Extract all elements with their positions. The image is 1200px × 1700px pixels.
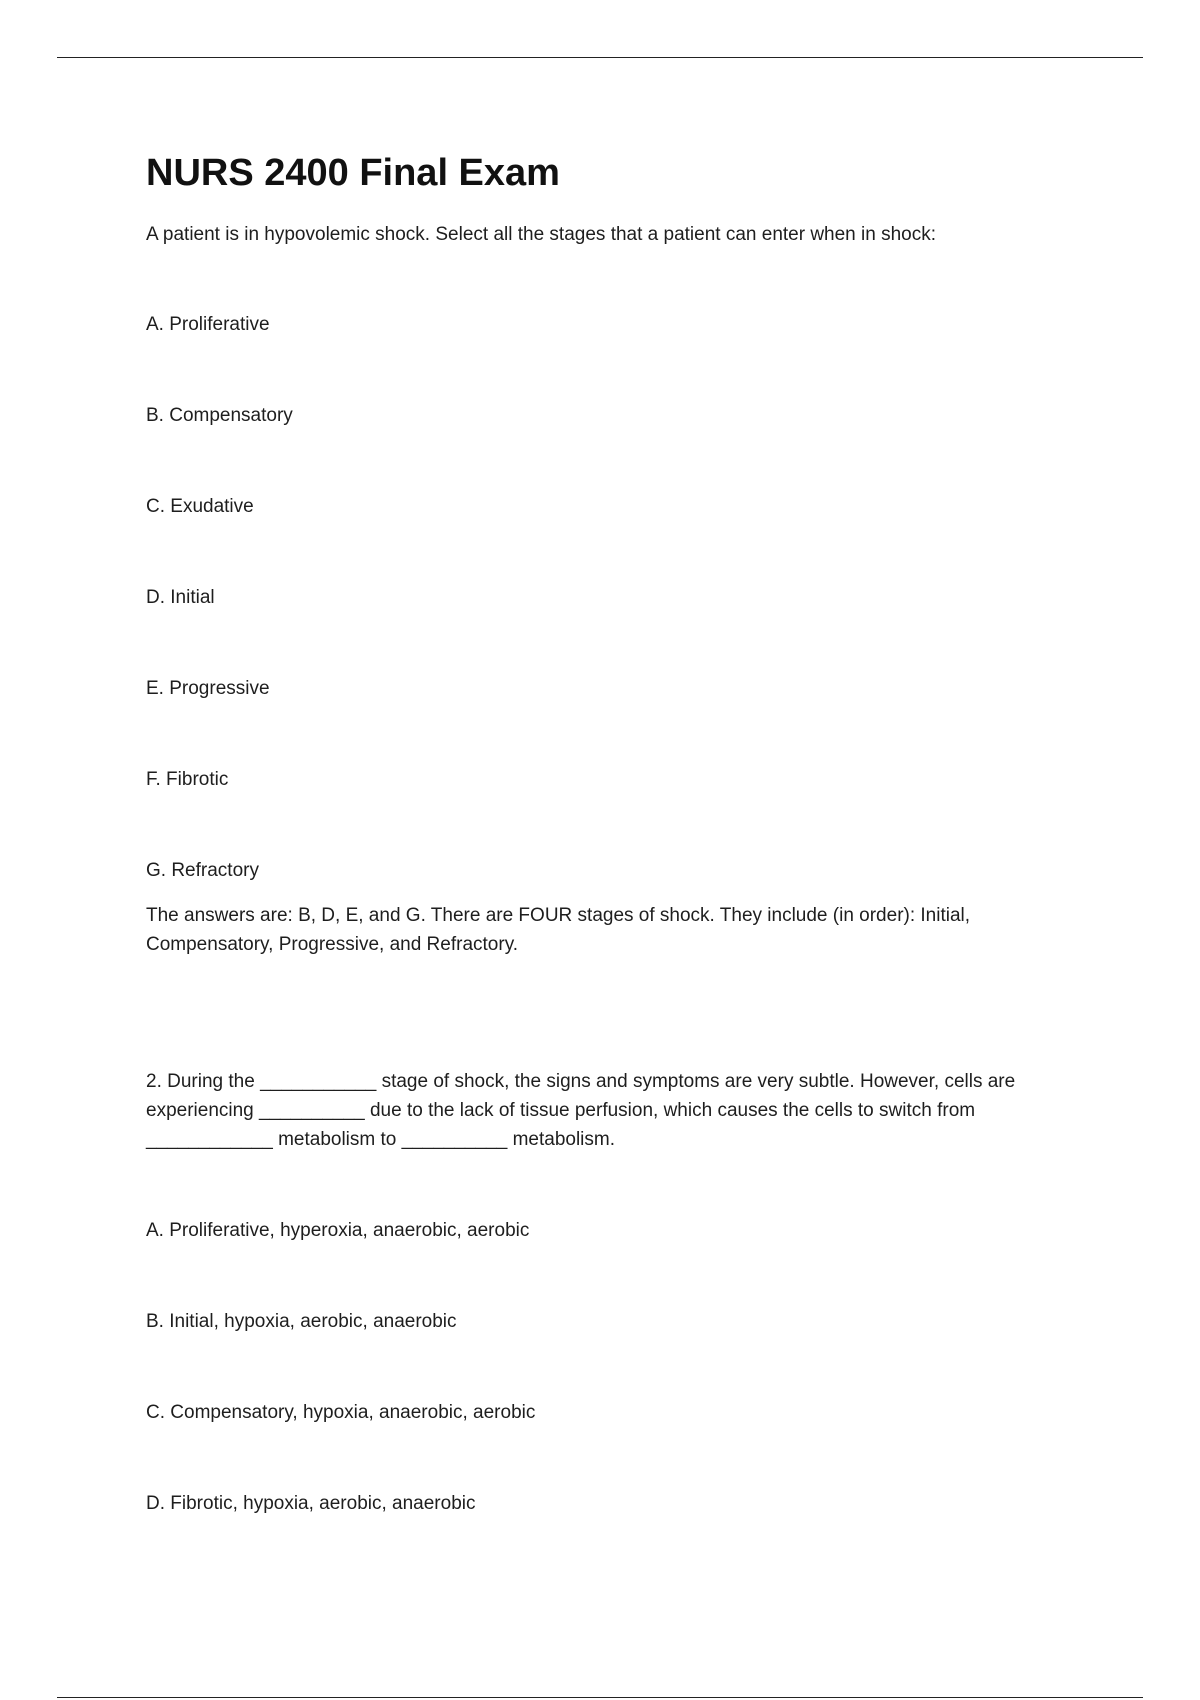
question-1-prompt: A patient is in hypovolemic shock. Select all the stages that a patient can enter when in shock: [146, 224, 937, 245]
bottom-rule [57, 1697, 1143, 1698]
q1-option-a: A. Proliferative [146, 314, 270, 335]
page-title: NURS 2400 Final Exam [146, 152, 560, 194]
question-2-prompt-line-3: ____________ metabolism to __________ metabolism. [146, 1129, 615, 1150]
question-2-prompt-line-2: experiencing __________ due to the lack of tissue perfusion, which causes the cells to switch from [146, 1100, 976, 1121]
q2-option-c: C. Compensatory, hypoxia, anaerobic, aerobic [146, 1402, 536, 1423]
q2-option-d: D. Fibrotic, hypoxia, aerobic, anaerobic [146, 1493, 476, 1514]
q1-option-b: B. Compensatory [146, 405, 293, 426]
q1-option-f: F. Fibrotic [146, 769, 229, 790]
question-2-prompt-line-1: 2. During the ___________ stage of shock, the signs and symptoms are very subtle. However, cells are [146, 1071, 1016, 1092]
q2-option-b: B. Initial, hypoxia, aerobic, anaerobic [146, 1311, 457, 1332]
q1-option-g: G. Refractory [146, 860, 259, 881]
q1-option-e: E. Progressive [146, 678, 270, 699]
q1-option-d: D. Initial [146, 587, 215, 608]
question-1-answer: The answers are: B, D, E, and G. There are FOUR stages of shock. They include (in order): Initial, Compensatory, Progressive, and Refractory. [146, 905, 971, 955]
q1-option-c: C. Exudative [146, 496, 254, 517]
top-rule [57, 57, 1143, 58]
q2-option-a: A. Proliferative, hyperoxia, anaerobic, aerobic [146, 1220, 530, 1241]
